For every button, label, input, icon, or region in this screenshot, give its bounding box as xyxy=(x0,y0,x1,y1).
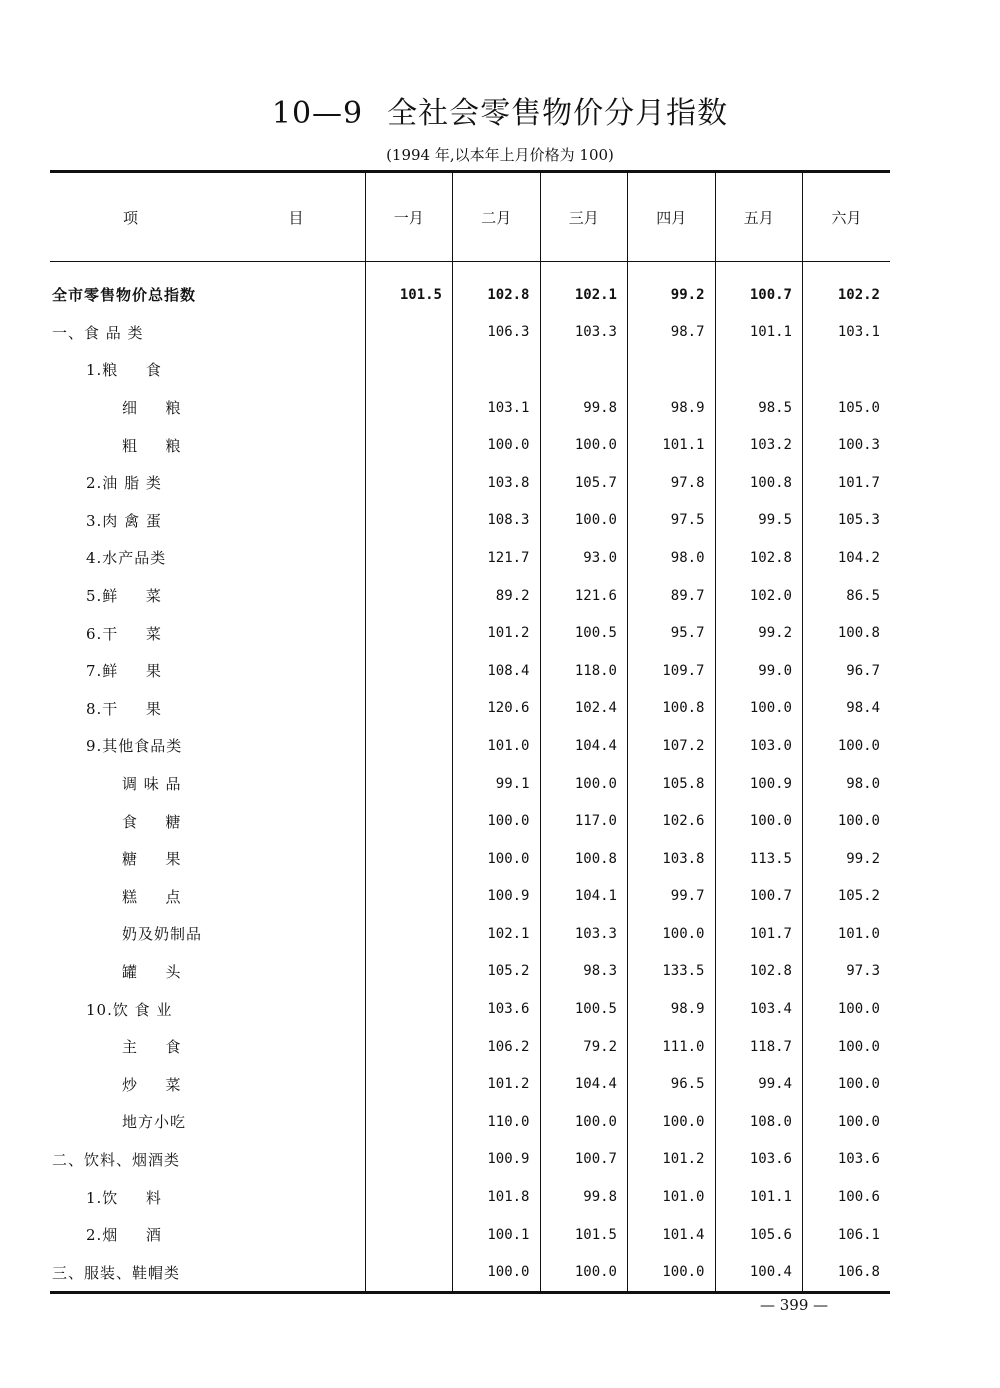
cell-value: 97.3 xyxy=(803,953,891,991)
cell-value: 106.1 xyxy=(803,1216,891,1254)
cell-value: 103.1 xyxy=(453,389,541,427)
cell-value: 98.9 xyxy=(628,990,716,1028)
cell-value: 100.0 xyxy=(803,727,891,765)
table-row xyxy=(50,614,890,652)
cell-value: 100.9 xyxy=(715,765,803,803)
page-title xyxy=(0,88,1000,132)
cell-value: 100.0 xyxy=(715,802,803,840)
cell-value: 100.8 xyxy=(803,614,891,652)
row-label: 主 食 xyxy=(122,1038,182,1057)
cell-value: 100.0 xyxy=(540,1103,628,1141)
row-label: 调 味 品 xyxy=(122,775,182,794)
cell-value: 100.7 xyxy=(540,1141,628,1179)
cell-value: 105.3 xyxy=(803,502,891,540)
cell-value xyxy=(715,351,803,389)
cell-value: 100.0 xyxy=(453,426,541,464)
row-label: 1.饮 料 xyxy=(86,1188,162,1207)
cell-value: 96.5 xyxy=(628,1065,716,1103)
row-label: 8.干 果 xyxy=(86,699,162,718)
cell-value: 100.0 xyxy=(628,1253,716,1292)
cell-value: 105.2 xyxy=(803,878,891,916)
table-row xyxy=(50,314,890,352)
cell-value: 102.6 xyxy=(628,802,716,840)
cell-value: 100.1 xyxy=(453,1216,541,1254)
month-header-2: 二月 xyxy=(453,172,541,262)
cell-value: 103.4 xyxy=(715,990,803,1028)
row-label: 糖 果 xyxy=(122,850,182,869)
cell-value: 105.0 xyxy=(803,389,891,427)
cell-value: 99.1 xyxy=(453,765,541,803)
table-row xyxy=(50,502,890,540)
cell-value: 100.0 xyxy=(453,840,541,878)
cell-value: 117.0 xyxy=(540,802,628,840)
table-number: 10—9 xyxy=(271,96,364,131)
row-label: 奶及奶制品 xyxy=(122,925,203,944)
row-label: 炒 菜 xyxy=(122,1075,182,1094)
cell-value: 103.1 xyxy=(803,314,891,352)
cell-value xyxy=(365,878,453,916)
cell-value: 101.7 xyxy=(715,915,803,953)
cell-value: 100.0 xyxy=(803,1065,891,1103)
cell-value xyxy=(365,1141,453,1179)
cell-value xyxy=(453,351,541,389)
cell-value: 93.0 xyxy=(540,539,628,577)
row-label: 10.饮 食 业 xyxy=(86,1000,173,1019)
table-row xyxy=(50,1103,890,1141)
cell-value: 101.1 xyxy=(628,426,716,464)
cell-value: 103.3 xyxy=(540,314,628,352)
cell-value: 103.6 xyxy=(803,1141,891,1179)
cell-value xyxy=(365,1178,453,1216)
cell-value: 99.5 xyxy=(715,502,803,540)
table-row xyxy=(50,840,890,878)
table-row xyxy=(50,539,890,577)
cell-value xyxy=(365,502,453,540)
row-label: 二、饮料、烟酒类 xyxy=(52,1150,181,1169)
cell-value: 101.2 xyxy=(628,1141,716,1179)
row-label: 3.肉 禽 蛋 xyxy=(86,511,162,530)
cell-value: 98.5 xyxy=(715,389,803,427)
cell-value: 100.8 xyxy=(540,840,628,878)
row-label: 食 糖 xyxy=(122,812,182,831)
cell-value: 101.1 xyxy=(715,314,803,352)
cell-value: 97.8 xyxy=(628,464,716,502)
row-label: 罐 头 xyxy=(122,962,182,981)
cell-value: 99.7 xyxy=(628,878,716,916)
cell-value: 101.1 xyxy=(715,1178,803,1216)
row-label: 5.鲜 菜 xyxy=(86,587,162,606)
row-label: 地方小吃 xyxy=(122,1113,187,1132)
cell-value: 104.4 xyxy=(540,727,628,765)
cell-value xyxy=(365,426,453,464)
table-row xyxy=(50,802,890,840)
cell-value: 102.8 xyxy=(453,262,541,314)
cell-value: 100.0 xyxy=(803,1028,891,1066)
cell-value xyxy=(365,765,453,803)
table-row xyxy=(50,262,890,314)
row-label: 2.油 脂 类 xyxy=(86,474,162,493)
cell-value: 101.4 xyxy=(628,1216,716,1254)
cell-value: 106.3 xyxy=(453,314,541,352)
cell-value: 103.8 xyxy=(628,840,716,878)
item-header-left: 项 xyxy=(123,208,139,227)
cell-value xyxy=(365,1216,453,1254)
cell-value: 102.8 xyxy=(715,953,803,991)
cell-value: 113.5 xyxy=(715,840,803,878)
item-header-right: 目 xyxy=(288,208,304,227)
cell-value: 100.9 xyxy=(453,878,541,916)
cell-value: 101.7 xyxy=(803,464,891,502)
cell-value: 100.7 xyxy=(715,878,803,916)
table-row xyxy=(50,1216,890,1254)
cell-value: 108.4 xyxy=(453,652,541,690)
row-label: 三、服装、鞋帽类 xyxy=(52,1263,181,1282)
cell-value: 89.7 xyxy=(628,577,716,615)
row-label: 一、食 品 类 xyxy=(52,323,144,342)
cell-value: 100.8 xyxy=(628,690,716,728)
cell-value: 104.2 xyxy=(803,539,891,577)
cell-value: 102.4 xyxy=(540,690,628,728)
cell-value: 110.0 xyxy=(453,1103,541,1141)
table-row xyxy=(50,878,890,916)
cell-value xyxy=(365,577,453,615)
cell-value: 105.8 xyxy=(628,765,716,803)
cell-value: 100.6 xyxy=(803,1178,891,1216)
cell-value: 109.7 xyxy=(628,652,716,690)
cell-value: 102.1 xyxy=(540,262,628,314)
table-row xyxy=(50,690,890,728)
cell-value: 108.3 xyxy=(453,502,541,540)
row-label: 9.其他食品类 xyxy=(86,737,183,756)
cell-value: 100.0 xyxy=(628,915,716,953)
cell-value: 86.5 xyxy=(803,577,891,615)
cell-value xyxy=(365,1103,453,1141)
page-number: — 399 — xyxy=(760,1296,829,1314)
month-header-3: 三月 xyxy=(540,172,628,262)
row-label: 糕 点 xyxy=(122,887,182,906)
cell-value: 101.0 xyxy=(453,727,541,765)
cell-value: 99.2 xyxy=(715,614,803,652)
price-index-table xyxy=(50,170,890,1294)
cell-value: 103.0 xyxy=(715,727,803,765)
cell-value xyxy=(365,351,453,389)
cell-value: 100.0 xyxy=(540,426,628,464)
cell-value: 100.5 xyxy=(540,614,628,652)
row-label: 细 粮 xyxy=(122,399,182,418)
table-title: 全社会零售物价分月指数 xyxy=(387,96,729,131)
cell-value: 104.1 xyxy=(540,878,628,916)
cell-value xyxy=(365,389,453,427)
cell-value: 102.2 xyxy=(803,262,891,314)
table-row xyxy=(50,1028,890,1066)
cell-value: 118.0 xyxy=(540,652,628,690)
cell-value: 101.5 xyxy=(365,262,453,314)
cell-value: 102.1 xyxy=(453,915,541,953)
cell-value: 101.2 xyxy=(453,614,541,652)
cell-value: 121.6 xyxy=(540,577,628,615)
cell-value: 99.8 xyxy=(540,1178,628,1216)
cell-value: 100.0 xyxy=(540,1253,628,1292)
cell-value xyxy=(365,539,453,577)
cell-value xyxy=(365,1028,453,1066)
cell-value: 101.5 xyxy=(540,1216,628,1254)
cell-value: 98.9 xyxy=(628,389,716,427)
cell-value: 89.2 xyxy=(453,577,541,615)
cell-value: 98.0 xyxy=(628,539,716,577)
table-row xyxy=(50,915,890,953)
cell-value: 98.0 xyxy=(803,765,891,803)
cell-value: 100.8 xyxy=(715,464,803,502)
cell-value: 98.3 xyxy=(540,953,628,991)
cell-value: 100.7 xyxy=(715,262,803,314)
cell-value xyxy=(365,314,453,352)
cell-value: 103.6 xyxy=(453,990,541,1028)
cell-value xyxy=(803,351,891,389)
cell-value: 97.5 xyxy=(628,502,716,540)
cell-value xyxy=(365,802,453,840)
row-label: 全市零售物价总指数 xyxy=(52,286,197,305)
table-row xyxy=(50,1253,890,1292)
cell-value: 100.0 xyxy=(453,1253,541,1292)
item-column-header xyxy=(50,172,365,262)
table-row xyxy=(50,953,890,991)
cell-value: 100.0 xyxy=(540,765,628,803)
row-label: 4.水产品类 xyxy=(86,549,167,568)
cell-value: 120.6 xyxy=(453,690,541,728)
cell-value: 103.6 xyxy=(715,1141,803,1179)
cell-value: 100.5 xyxy=(540,990,628,1028)
row-label: 粗 粮 xyxy=(122,436,182,455)
cell-value xyxy=(540,351,628,389)
table-row xyxy=(50,389,890,427)
table-row xyxy=(50,990,890,1028)
table-row xyxy=(50,464,890,502)
cell-value: 103.3 xyxy=(540,915,628,953)
cell-value xyxy=(365,652,453,690)
cell-value: 101.0 xyxy=(628,1178,716,1216)
cell-value: 104.4 xyxy=(540,1065,628,1103)
cell-value xyxy=(365,464,453,502)
cell-value: 118.7 xyxy=(715,1028,803,1066)
cell-value: 121.7 xyxy=(453,539,541,577)
cell-value xyxy=(628,351,716,389)
cell-value xyxy=(365,953,453,991)
cell-value xyxy=(365,727,453,765)
row-label: 2.烟 酒 xyxy=(86,1226,162,1245)
cell-value: 101.2 xyxy=(453,1065,541,1103)
row-label: 6.干 菜 xyxy=(86,624,162,643)
cell-value: 98.4 xyxy=(803,690,891,728)
month-header-5: 五月 xyxy=(715,172,803,262)
cell-value: 100.0 xyxy=(803,802,891,840)
cell-value: 106.8 xyxy=(803,1253,891,1292)
cell-value: 95.7 xyxy=(628,614,716,652)
cell-value: 100.0 xyxy=(628,1103,716,1141)
cell-value: 99.2 xyxy=(803,840,891,878)
cell-value xyxy=(365,690,453,728)
cell-value: 99.0 xyxy=(715,652,803,690)
table-row xyxy=(50,351,890,389)
header-row xyxy=(50,172,890,262)
cell-value xyxy=(365,1253,453,1292)
table-row xyxy=(50,727,890,765)
cell-value: 102.0 xyxy=(715,577,803,615)
table-row xyxy=(50,765,890,803)
cell-value: 100.0 xyxy=(803,1103,891,1141)
cell-value: 105.2 xyxy=(453,953,541,991)
table-row xyxy=(50,1178,890,1216)
cell-value: 107.2 xyxy=(628,727,716,765)
cell-value: 100.0 xyxy=(453,802,541,840)
cell-value: 96.7 xyxy=(803,652,891,690)
month-header-4: 四月 xyxy=(628,172,716,262)
cell-value: 105.7 xyxy=(540,464,628,502)
cell-value xyxy=(365,1065,453,1103)
cell-value: 100.4 xyxy=(715,1253,803,1292)
table-row xyxy=(50,426,890,464)
cell-value: 106.2 xyxy=(453,1028,541,1066)
cell-value: 101.8 xyxy=(453,1178,541,1216)
cell-value: 79.2 xyxy=(540,1028,628,1066)
table-subtitle: (1994 年,以本年上月价格为 100) xyxy=(386,146,614,164)
cell-value: 102.8 xyxy=(715,539,803,577)
cell-value xyxy=(365,614,453,652)
cell-value: 108.0 xyxy=(715,1103,803,1141)
month-header-6: 六月 xyxy=(803,172,891,262)
cell-value: 103.8 xyxy=(453,464,541,502)
table-row xyxy=(50,577,890,615)
cell-value: 133.5 xyxy=(628,953,716,991)
cell-value xyxy=(365,990,453,1028)
cell-value: 111.0 xyxy=(628,1028,716,1066)
table-row xyxy=(50,652,890,690)
cell-value: 99.4 xyxy=(715,1065,803,1103)
cell-value: 100.3 xyxy=(803,426,891,464)
row-label: 7.鲜 果 xyxy=(86,662,162,681)
cell-value: 100.0 xyxy=(715,690,803,728)
cell-value: 98.7 xyxy=(628,314,716,352)
cell-value xyxy=(365,840,453,878)
cell-value: 101.0 xyxy=(803,915,891,953)
cell-value xyxy=(365,915,453,953)
table-row xyxy=(50,1065,890,1103)
cell-value: 99.8 xyxy=(540,389,628,427)
cell-value: 100.0 xyxy=(803,990,891,1028)
cell-value: 100.9 xyxy=(453,1141,541,1179)
cell-value: 99.2 xyxy=(628,262,716,314)
cell-value: 100.0 xyxy=(540,502,628,540)
cell-value: 105.6 xyxy=(715,1216,803,1254)
table-row xyxy=(50,1141,890,1179)
table-body xyxy=(50,262,890,1293)
cell-value: 103.2 xyxy=(715,426,803,464)
month-header-1: 一月 xyxy=(365,172,453,262)
row-label: 1.粮 食 xyxy=(86,361,162,380)
